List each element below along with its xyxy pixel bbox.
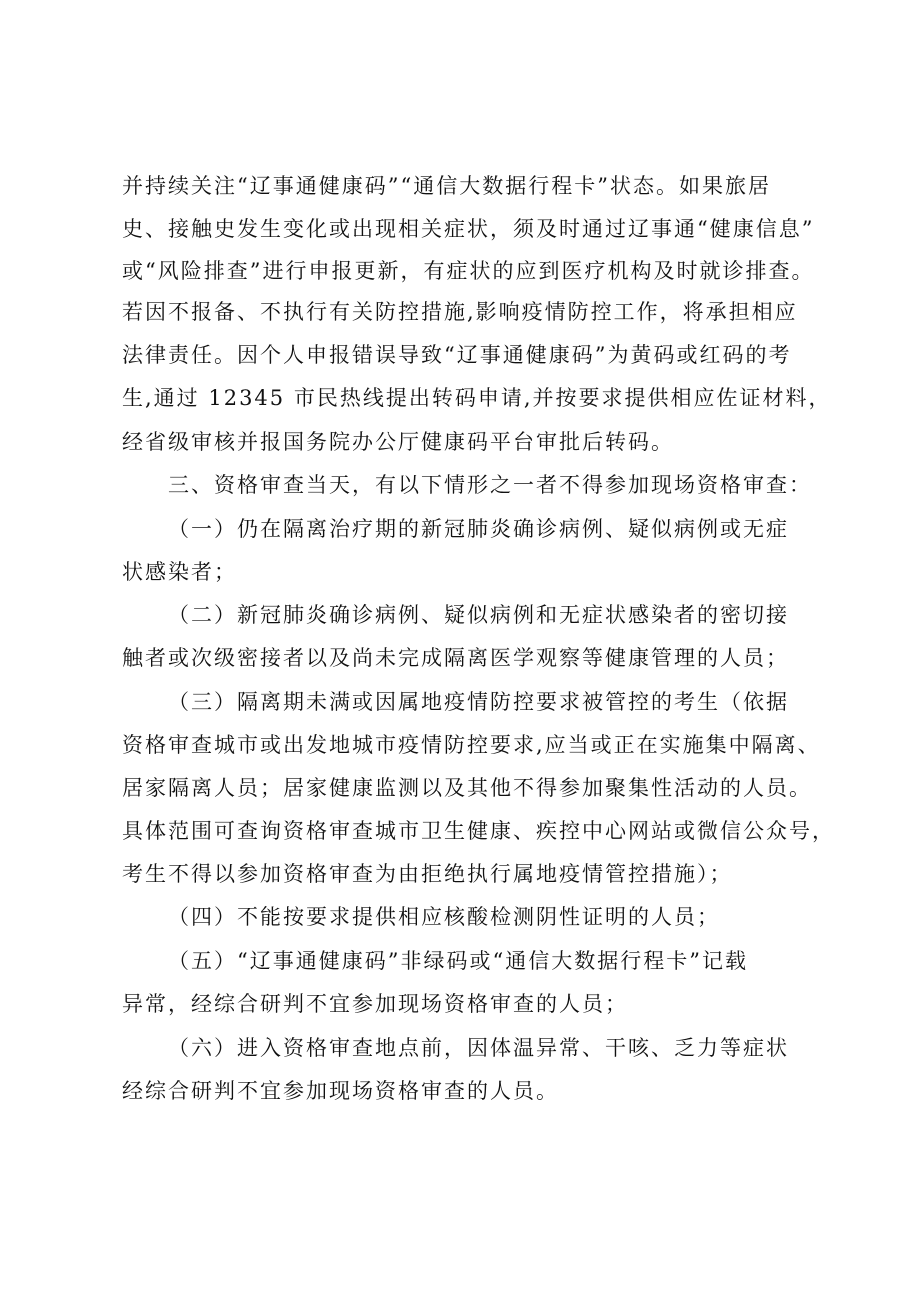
text-line-3: 或“风险排查”进行申报更新，有症状的应到医疗机构及时就诊排查。 xyxy=(122,259,815,283)
section-heading-3: 三、资格审查当天，有以下情形之一者不得参加现场资格审查： xyxy=(168,473,812,497)
text-line-1: 并持续关注“辽事通健康码”“通信大数据行程卡”状态。如果旅居 xyxy=(122,174,771,198)
item-2-line-1: （二）新冠肺炎确诊病例、疑似病例和无症状感染者的密切接 xyxy=(168,603,789,627)
item-3-line-2: 资格审查城市或出发地城市疫情防控要求,应当或正在实施集中隔离、 xyxy=(122,733,821,757)
item-1-line-1: （一）仍在隔离治疗期的新冠肺炎确诊病例、疑似病例或无症 xyxy=(168,517,789,541)
item-6-line-1: （六）进入资格审查地点前，因体温异常、干咳、乏力等症状 xyxy=(168,1036,789,1060)
item-3-line-1: （三）隔离期未满或因属地疫情防控要求被管控的考生（依据 xyxy=(168,690,789,714)
item-1-line-2: 状感染者； xyxy=(122,560,237,584)
text-line-4: 若因不报备、不执行有关防控措施,影响疫情防控工作，将承担相应 xyxy=(122,300,798,324)
item-5-line-1: （五）“辽事通健康码”非绿码或“通信大数据行程卡”记载 xyxy=(168,949,748,973)
item-3-line-5: 考生不得以参加资格审查为由拒绝执行属地疫情管控措施）； xyxy=(122,862,733,886)
text-line-7: 经省级审核并报国务院办公厅健康码平台审批后转码。 xyxy=(122,430,674,454)
item-6-line-2: 经综合研判不宜参加现场资格审查的人员。 xyxy=(122,1079,559,1103)
text-line-5: 法律责任。因个人申报错误导致“辽事通健康码”为黄码或红码的考 xyxy=(122,343,792,367)
item-4-line-1: （四）不能按要求提供相应核酸检测阴性证明的人员； xyxy=(168,905,720,929)
item-3-line-3: 居家隔离人员；居家健康监测以及其他不得参加聚集性活动的人员。 xyxy=(122,776,812,800)
item-5-line-2: 异常，经综合研判不宜参加现场资格审查的人员； xyxy=(122,992,628,1016)
text-line-6: 生,通过 12345 市民热线提出转码申请,并按要求提供相应佐证材料， xyxy=(122,386,832,410)
item-3-line-4: 具体范围可查询资格审查城市卫生健康、疾控中心网站或微信公众号， xyxy=(122,819,835,843)
text-line-2: 史、接触史发生变化或出现相关症状，须及时通过辽事通“健康信息” xyxy=(122,217,815,241)
item-2-line-2: 触者或次级密接者以及尚未完成隔离医学观察等健康管理的人员； xyxy=(122,646,789,670)
